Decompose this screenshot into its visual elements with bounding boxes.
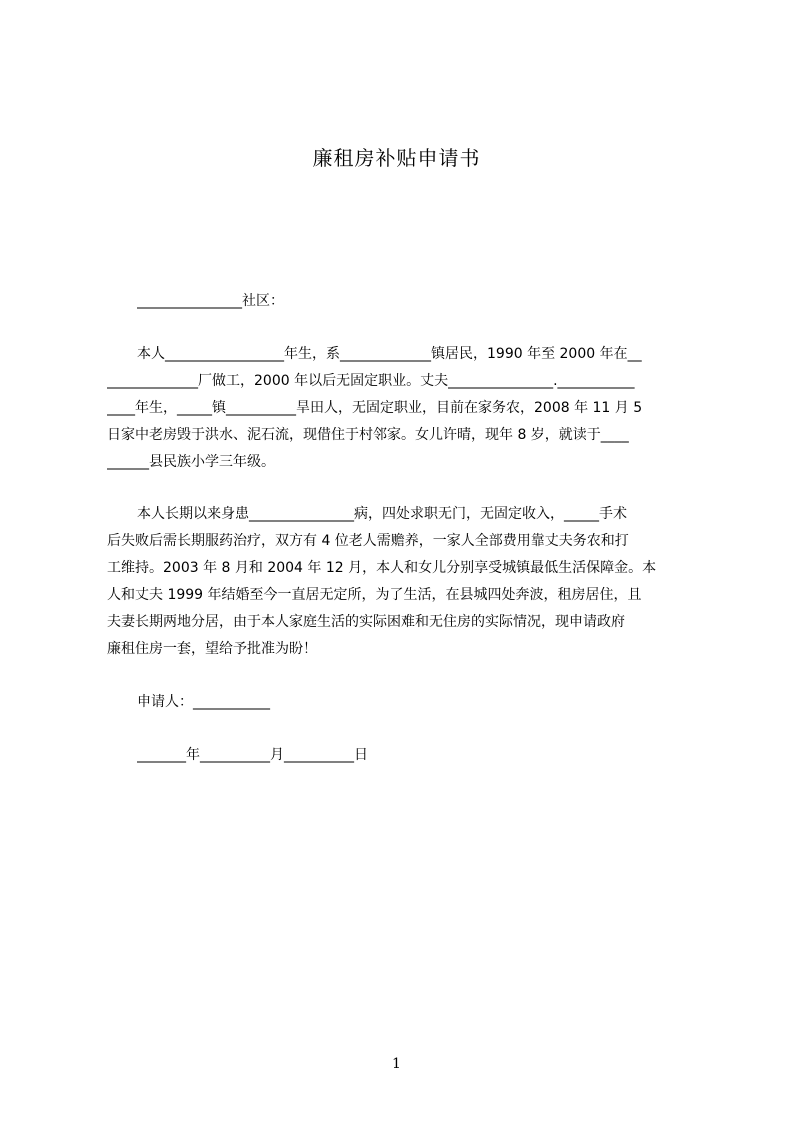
- date-line: _______年__________月__________日: [137, 747, 368, 763]
- document-title: 廉租房补贴申请书: [312, 146, 481, 170]
- paragraph2-line1: 本人长期以来身患_______________病，四处求职无门，无固定收入，_____手术: [137, 506, 627, 522]
- paragraph1-line3: ____年生，_____镇__________旱田人，无固定职业，目前在家务农，2008 年 11 月 5: [107, 400, 643, 416]
- paragraph1-line1: 本人_________________年生，系_____________镇居民，1990 年至 2000 年在__: [137, 346, 642, 362]
- applicant-line: 申请人：___________: [137, 694, 270, 710]
- paragraph2-line3: 工维持。2003 年 8 月和 2004 年 12 月，本人和女儿分别享受城镇最低生活保障金。本: [107, 560, 657, 576]
- paragraph1-line2: _____________厂做工，2000 年以后无固定职业。丈夫_______________.___________: [107, 373, 635, 389]
- paragraph2-line2: 后失败后需长期服药治疗，双方有 4 位老人需赡养，一家人全部费用靠丈夫务农和打: [107, 533, 629, 549]
- paragraph1-line5: ______县民族小学三年级。: [107, 454, 275, 470]
- paragraph2-line5: 夫妻长期两地分居，由于本人家庭生活的实际困难和无住房的实际情况，现申请政府: [107, 614, 625, 630]
- paragraph1-line4: 日家中老房毁于洪水、泥石流，现借住于村邻家。女儿许晴，现年 8 岁，就读于____: [107, 427, 629, 443]
- page-number: 1: [392, 1056, 401, 1072]
- paragraph2-line4: 人和丈夫 1999 年结婚至今一直居无定所，为了生活，在县城四处奔波，租房居住，且: [107, 587, 642, 603]
- paragraph2-line6: 廉租住房一套，望给予批准为盼！: [107, 641, 317, 657]
- salutation: _______________社区：: [137, 293, 284, 309]
